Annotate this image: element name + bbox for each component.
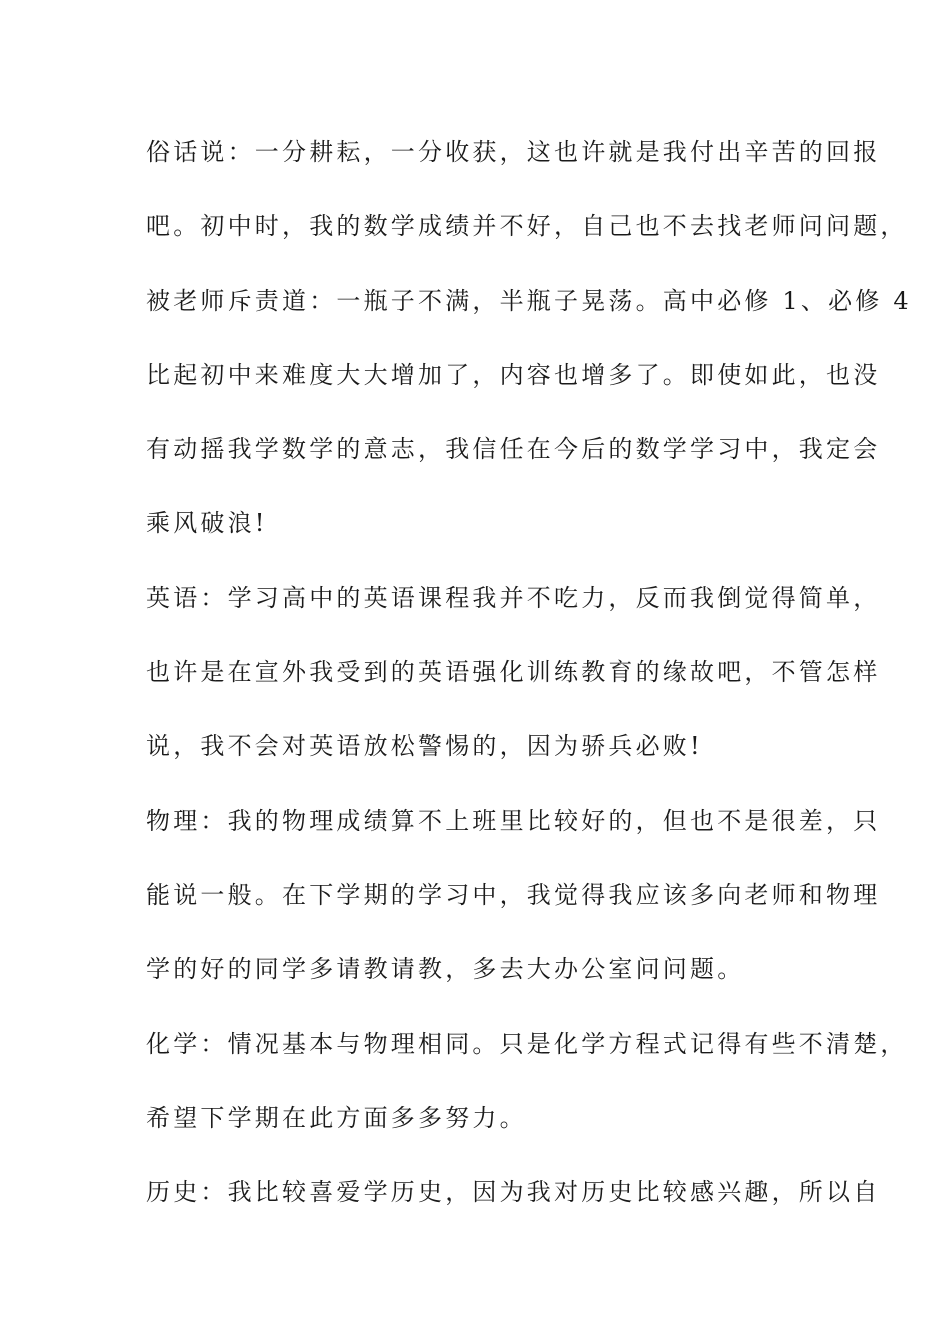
text-line-2: 吧。初中时，我的数学成绩并不好，自己也不去找老师问问题， (146, 212, 908, 240)
text-line-3: 被老师斥责道：一瓶子不满，半瓶子晃荡。高中必修 1、必修 4 (146, 287, 912, 315)
text-line-10: 物理：我的物理成绩算不上班里比较好的，但也不是很差，只 (146, 807, 881, 835)
text-line-15: 历史：我比较喜爱学历史，因为我对历史比较感兴趣，所以自 (146, 1178, 881, 1206)
text-line-13: 化学：情况基本与物理相同。只是化学方程式记得有些不清楚， (146, 1030, 908, 1058)
text-line-12: 学的好的同学多请教请教，多去大办公室问问题。 (146, 955, 745, 983)
text-line-8: 也许是在宣外我受到的英语强化训练教育的缘故吧，不管怎样 (146, 658, 881, 686)
text-line-5: 有动摇我学数学的意志，我信任在今后的数学学习中，我定会 (146, 435, 881, 463)
text-line-4: 比起初中来难度大大增加了，内容也增多了。即使如此，也没 (146, 361, 881, 389)
text-line-14: 希望下学期在此方面多多努力。 (146, 1104, 527, 1132)
text-line-6: 乘风破浪! (146, 509, 268, 537)
text-line-9: 说，我不会对英语放松警惕的，因为骄兵必败! (146, 732, 703, 760)
text-line-7: 英语：学习高中的英语课程我并不吃力，反而我倒觉得简单， (146, 584, 881, 612)
text-line-11: 能说一般。在下学期的学习中，我觉得我应该多向老师和物理 (146, 881, 881, 909)
text-line-1: 俗话说：一分耕耘，一分收获，这也许就是我付出辛苦的回报 (146, 138, 881, 166)
